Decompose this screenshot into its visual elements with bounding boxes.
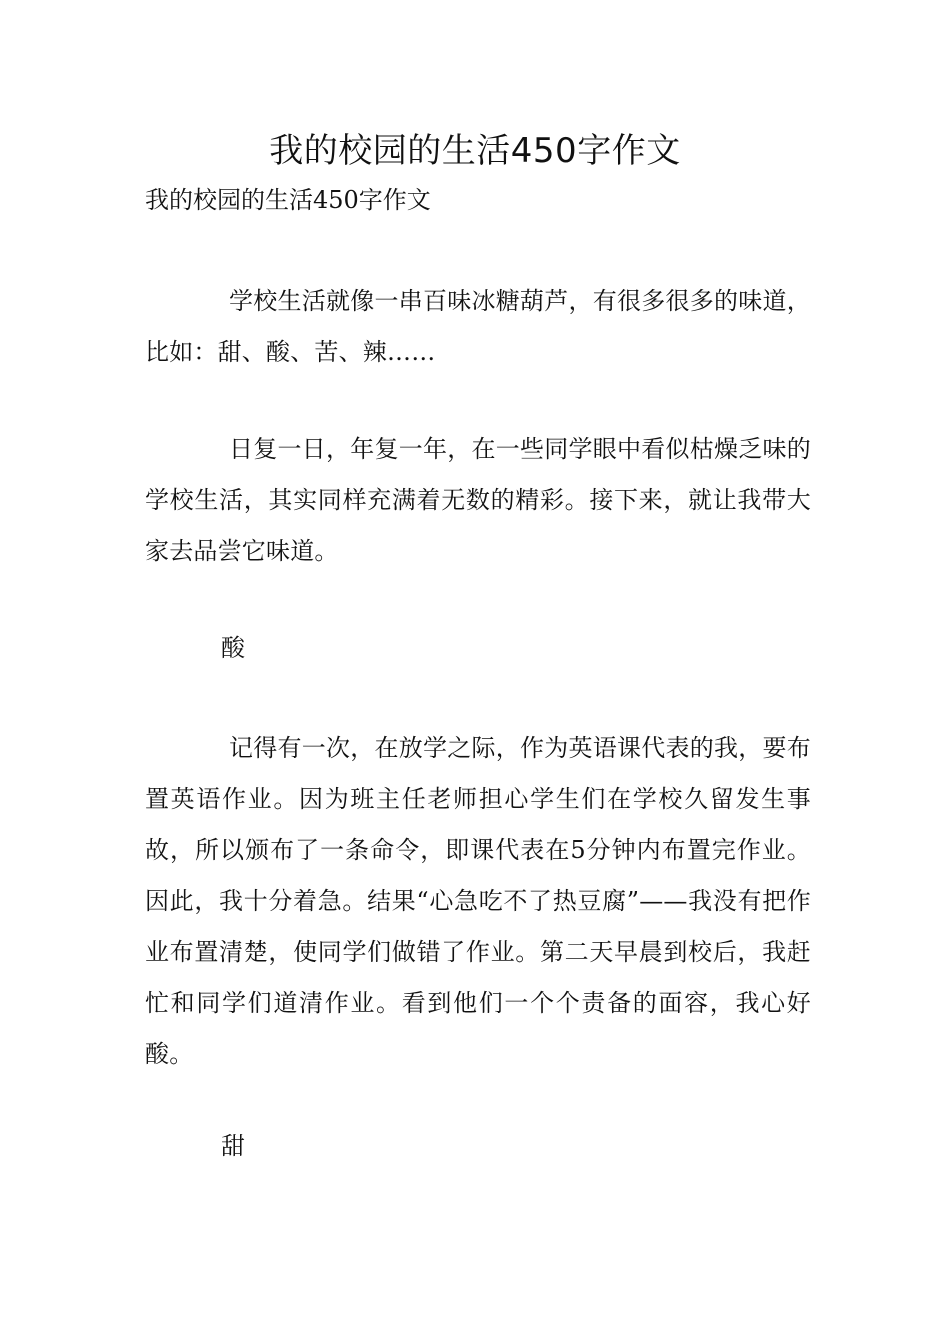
paragraph-sour-story: 记得有一次，在放学之际，作为英语课代表的我，要布置英语作业。因为班主任老师担心学生们在学校久留发生事故，所以颁布了一条命令，即课代表在5分钟内布置完作业。因此，我十分着急。结果“心急吃不了热豆腐”——我没有把作业布置清楚，使同学们做错了作业。第二天早晨到校后，我赶忙和同学们道清作业。看到他们一个个责备的面容，我心好酸。 [145,734,811,1068]
document-subtitle: 我的校园的生活450字作文 [145,186,431,214]
section-heading-sweet: 甜 [221,1132,245,1160]
paragraph-intro: 学校生活就像一串百味冰糖葫芦，有很多很多的味道，比如：甜、酸、苦、辣…… [145,287,811,366]
section-heading-sour: 酸 [221,634,245,662]
document-title: 我的校园的生活450字作文 [269,131,681,171]
paragraph-daily-life: 日复一日，年复一年，在一些同学眼中看似枯燥乏味的学校生活，其实同样充满着无数的精彩。接下来，就让我带大家去品尝它味道。 [145,435,811,565]
